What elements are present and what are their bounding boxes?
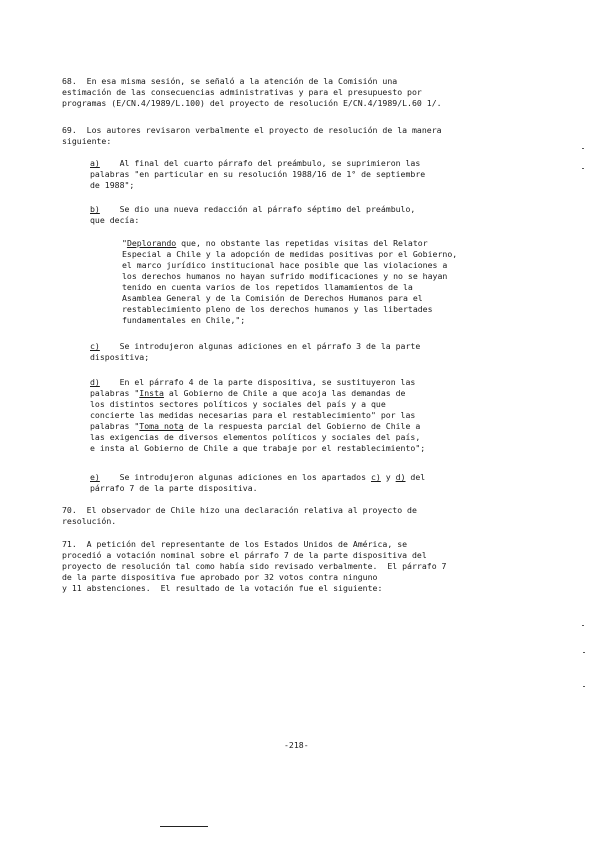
item-a-label: a) [90,158,100,168]
margin-mark [582,625,584,626]
item-e-text-mid: y [380,472,396,482]
margin-mark [583,686,585,687]
item-e-underlined-2: d) [395,472,406,482]
quote-underlined-word: Deplorando [126,238,177,248]
item-d-text-2: al Gobierno de Chile a que acoja las demandas de los distintos sectores políticos y sociales del país y a que concierte las medidas necesarias para el restablecimiento" por las palabras " [90,388,416,431]
item-d-underlined-2: Toma nota [139,421,184,431]
item-e [90,472,425,494]
item-c-label: c) [90,341,100,351]
footnote-rule [160,826,208,827]
item-a [90,158,425,191]
item-d-text-1: En el párrafo 4 de la parte dispositiva, se sustituyeron las palabras " [90,377,416,398]
page-number: -218- [284,740,309,750]
margin-mark [582,168,584,169]
item-e-text-2: del párrafo 7 de la parte dispositiva. [90,472,426,493]
block-quote: "Deplorando que, no obstante las repetidas visitas del Relator Especial a Chile y la adopción de medidas positivas por el Gobierno, el marco jurídico institucional hace posible que las violaciones a los derechos humanos no hayan sufrido modificaciones y no se hayan tenido en cuenta varios de los repetidos llamamientos de la Asamblea General y de la Comisión de Derechos Humanos para el restablecimiento pleno de los derechos humanos y las libertades fundamentales en Chile,"; [122,238,458,325]
quote-text: que, no obstante las repetidas visitas del Relator Especial a Chile y la adopción de medidas positivas por el Gobierno, el marco jurídico institucional hace posible que las violaciones a los derechos humanos no hayan sufrido modificaciones y no se hayan tenido en cuenta varios de los repetidos llamamientos de la Asamblea General y de la Comisión de Derechos Humanos para el restablecimiento pleno de los derechos humanos y las libertades fundamentales en Chile,"; [122,238,458,325]
item-e-text-1: Se introdujeron algunas adiciones en los apartados [119,472,371,482]
item-a-text: Al final del cuarto párrafo del preámbulo, se suprimieron las palabras "en particular en su resolución 1988/16 de 1° de septiembre de 1988"; [90,158,426,190]
paragraph-68: 68. En esa misma sesión, se señaló a la atención de la Comisión una estimación de las consecuencias administrativas y para el presupuesto por programas (E/CN.4/1989/L.100) del proyecto de resolución E/CN.4/1989/L.60 1/. [62,76,442,108]
item-d [90,377,425,454]
item-e-underlined-1: c) [370,472,381,482]
item-b-label: b) [90,204,100,214]
item-d-underlined-1: Insta [139,388,164,398]
paragraph-70: 70. El observador de Chile hizo una declaración relativa al proyecto de resolución. [62,505,417,526]
item-c [90,341,420,363]
item-b-text: Se dio una nueva redacción al párrafo séptimo del preámbulo, que decía: [90,204,416,225]
margin-mark [583,652,585,653]
item-c-text: Se introdujeron algunas adiciones en el párrafo 3 de la parte dispositiva; [90,341,421,362]
item-b [90,204,415,226]
margin-mark [582,148,584,149]
paragraph-69: 69. Los autores revisaron verbalmente el proyecto de resolución de la manera siguiente: [62,125,442,146]
item-d-text-3: de la respuesta parcial del Gobierno de Chile a las exigencias de diversos elementos políticos y sociales del país, e insta al Gobierno de Chile a que trabaje por el restablecimiento"; [90,421,426,453]
item-d-label: d) [90,377,100,387]
item-e-label: e) [90,472,100,482]
paragraph-71: 71. A petición del representante de los Estados Unidos de América, se procedió a votación nominal sobre el párrafo 7 de la parte dispositiva del proyecto de resolución tal como había sido revisado verbalmente. El párrafo 7 de la parte dispositiva fue aprobado por 32 votos contra ninguno y 11 abstenciones. El resultado de la votación fue el siguiente: [62,539,447,593]
